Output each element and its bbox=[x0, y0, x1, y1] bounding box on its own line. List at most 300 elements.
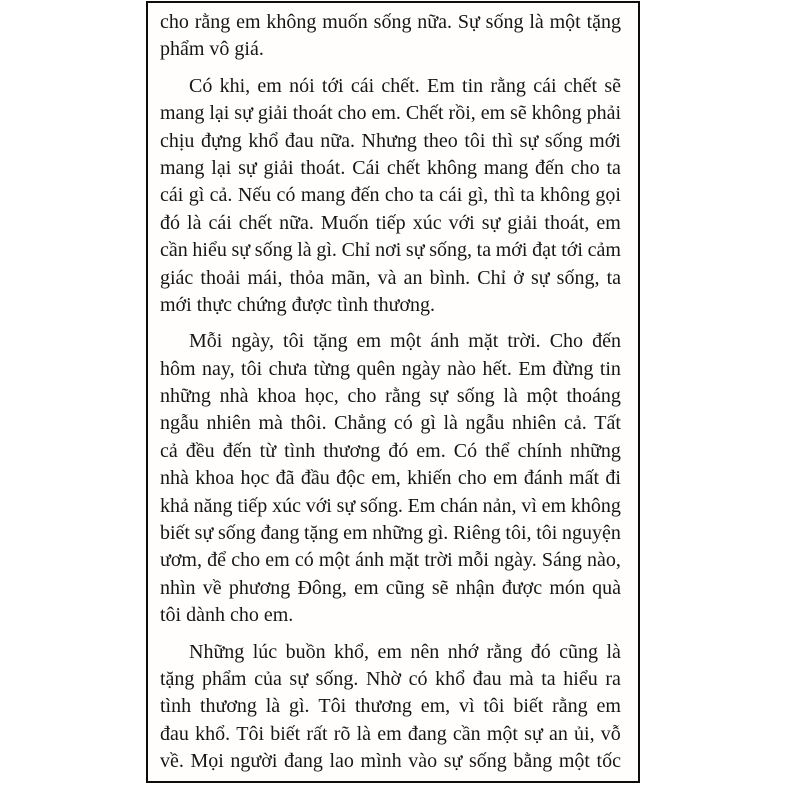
word: phải bbox=[586, 102, 621, 125]
word: những bbox=[570, 439, 621, 462]
word: cũng bbox=[385, 576, 425, 599]
text-line bbox=[160, 182, 621, 209]
word: đau bbox=[160, 722, 189, 745]
word: xúc bbox=[412, 211, 442, 234]
word: một bbox=[486, 722, 518, 745]
word: em bbox=[343, 522, 368, 545]
word: chán bbox=[440, 494, 478, 517]
word: hết. bbox=[482, 357, 512, 380]
word: an bbox=[403, 266, 423, 289]
word: sự bbox=[405, 239, 425, 262]
text-line bbox=[160, 210, 621, 237]
word: xúc bbox=[272, 494, 301, 517]
text-line bbox=[160, 639, 621, 666]
word: tiếp bbox=[375, 211, 406, 234]
word: từ bbox=[259, 439, 277, 462]
word: tới bbox=[561, 239, 583, 262]
word: rằng bbox=[194, 11, 231, 33]
word: là bbox=[606, 640, 621, 663]
word: mang bbox=[160, 156, 205, 179]
word: cần bbox=[452, 722, 481, 745]
word: cả. bbox=[563, 412, 587, 435]
word: sẽ bbox=[431, 576, 449, 599]
word: hiểu bbox=[563, 667, 598, 690]
text-line bbox=[160, 547, 621, 574]
word: theo bbox=[423, 129, 458, 152]
word: tôi bbox=[483, 695, 505, 718]
word: sự bbox=[231, 239, 251, 262]
word: lại bbox=[211, 156, 232, 179]
word: của bbox=[254, 667, 282, 690]
word: nữa. bbox=[417, 11, 453, 33]
word: nhà bbox=[160, 467, 189, 490]
word: đạt bbox=[532, 239, 557, 262]
word: khổ, bbox=[334, 640, 370, 663]
word: ta bbox=[541, 667, 556, 690]
word: Em bbox=[407, 494, 436, 517]
paragraph bbox=[160, 9, 621, 64]
word: giải bbox=[507, 211, 538, 234]
word: thôi. bbox=[290, 412, 327, 435]
word: ủi, bbox=[574, 722, 595, 745]
book-page-frame bbox=[146, 1, 640, 783]
word: đã bbox=[275, 467, 295, 490]
word: sống bbox=[468, 750, 507, 773]
word: tôi bbox=[241, 357, 263, 380]
word: thể bbox=[485, 439, 510, 462]
word: chưa bbox=[268, 357, 308, 380]
word: Cái bbox=[352, 156, 380, 179]
word: Những bbox=[189, 640, 245, 663]
word: độc bbox=[336, 467, 365, 490]
word: thỏa bbox=[289, 266, 325, 289]
word: mặt bbox=[468, 330, 499, 353]
word: sự bbox=[524, 722, 543, 745]
word: không bbox=[570, 494, 621, 517]
word: sống bbox=[373, 11, 412, 33]
word: sống bbox=[544, 129, 583, 152]
word: ươm, bbox=[160, 549, 202, 572]
text-line bbox=[160, 721, 621, 748]
word: mang bbox=[483, 156, 529, 179]
word: chịu bbox=[160, 129, 195, 152]
text-line bbox=[160, 237, 621, 264]
word: nữa. bbox=[320, 129, 356, 152]
word: khổ bbox=[435, 667, 466, 690]
text-line bbox=[160, 575, 621, 602]
word: mới bbox=[589, 129, 621, 152]
word: gọi bbox=[595, 184, 621, 207]
word: cho bbox=[457, 467, 487, 490]
text-line bbox=[160, 356, 621, 383]
word: mang bbox=[300, 184, 346, 207]
word: rằng bbox=[490, 74, 526, 97]
text-line bbox=[160, 9, 621, 36]
word: rất bbox=[306, 722, 328, 745]
word: đến bbox=[350, 184, 380, 207]
word: đau bbox=[284, 129, 314, 152]
word: nơi bbox=[375, 239, 402, 262]
word: ánh bbox=[430, 330, 460, 353]
word: chết bbox=[238, 211, 273, 234]
word: về. bbox=[160, 750, 184, 773]
word: nói bbox=[289, 74, 315, 97]
word: thương bbox=[323, 439, 381, 462]
word: bằng bbox=[513, 750, 553, 773]
word: mỗi bbox=[457, 549, 489, 572]
word: một bbox=[549, 11, 581, 33]
paragraph bbox=[160, 328, 621, 629]
word: em bbox=[356, 330, 382, 353]
word: Em bbox=[426, 74, 455, 97]
word: sự bbox=[289, 667, 309, 690]
word: đó bbox=[388, 439, 409, 462]
word: cái bbox=[439, 184, 463, 207]
word: vì bbox=[459, 695, 475, 718]
word: không bbox=[266, 11, 317, 33]
word: quên bbox=[356, 357, 396, 380]
word: nữa. bbox=[279, 211, 314, 234]
word: phương bbox=[228, 576, 291, 599]
word: sự bbox=[238, 156, 257, 179]
word: có bbox=[276, 184, 296, 207]
word: sự bbox=[194, 522, 214, 545]
word: mà bbox=[258, 412, 283, 435]
word: gì, bbox=[467, 184, 489, 207]
text-line bbox=[160, 520, 621, 547]
word: sẽ bbox=[510, 102, 527, 125]
word: cái bbox=[208, 211, 232, 234]
word: em bbox=[377, 722, 402, 745]
word: cả. bbox=[209, 184, 233, 207]
word: học, bbox=[304, 385, 339, 408]
word: sự bbox=[429, 385, 449, 408]
word: thoát bbox=[292, 102, 333, 125]
word: mình bbox=[360, 750, 402, 773]
word: tin bbox=[462, 74, 484, 97]
text-line: phẩm vô giá. bbox=[160, 38, 264, 61]
text-line bbox=[160, 493, 621, 520]
word: em bbox=[377, 640, 402, 663]
word: hiểu bbox=[192, 239, 227, 262]
word: giải bbox=[257, 102, 288, 125]
word: tôi bbox=[536, 522, 558, 545]
word: Chỉ bbox=[341, 239, 371, 262]
word: buồn bbox=[285, 640, 326, 663]
word: Có bbox=[453, 439, 478, 462]
word: từng bbox=[313, 357, 351, 380]
word: nhiên bbox=[511, 412, 557, 435]
word: lao bbox=[329, 750, 354, 773]
word: sống, bbox=[429, 239, 472, 262]
word: khiến bbox=[407, 467, 452, 490]
word: tôi, bbox=[505, 522, 532, 545]
word: sự bbox=[234, 102, 253, 125]
word: em. bbox=[416, 439, 446, 462]
word: là bbox=[187, 211, 202, 234]
text-line bbox=[160, 748, 621, 775]
word: là bbox=[356, 722, 371, 745]
word: Chỉ bbox=[477, 266, 507, 289]
word: những bbox=[160, 385, 211, 408]
word: thoát, bbox=[544, 211, 590, 234]
word: Sự bbox=[457, 11, 480, 33]
word: một bbox=[526, 385, 558, 408]
word: mới bbox=[495, 239, 528, 262]
text-line bbox=[160, 155, 621, 182]
word: quà bbox=[592, 576, 621, 599]
word: lại bbox=[209, 102, 230, 125]
word: nào bbox=[447, 357, 476, 380]
word: hôm bbox=[160, 357, 196, 380]
word: Nhưng bbox=[361, 129, 417, 152]
word: đến bbox=[535, 156, 564, 179]
text-line: tôi dành cho em. bbox=[160, 604, 294, 627]
word: giải bbox=[263, 156, 294, 179]
word: nhiên bbox=[206, 412, 251, 435]
word: tốc bbox=[596, 750, 621, 773]
word: chết. bbox=[381, 74, 420, 97]
word: tin bbox=[599, 357, 621, 380]
word: ngẫu bbox=[465, 412, 505, 435]
word: cho bbox=[570, 156, 600, 179]
word: đang bbox=[260, 522, 300, 545]
word: em bbox=[236, 11, 261, 33]
word: Chết bbox=[405, 102, 444, 125]
word: là bbox=[529, 11, 544, 33]
word: tình bbox=[284, 439, 316, 462]
word: một bbox=[558, 750, 590, 773]
word: cảm bbox=[587, 239, 621, 262]
word: phẩm bbox=[202, 667, 247, 690]
word: đầu bbox=[300, 467, 330, 490]
word: tặng bbox=[586, 11, 621, 33]
text-line bbox=[160, 265, 621, 292]
word: Cho bbox=[549, 330, 584, 353]
word: là bbox=[443, 412, 458, 435]
word: mãn, bbox=[331, 266, 371, 289]
word: ta bbox=[476, 239, 492, 262]
word: em bbox=[493, 467, 518, 490]
text-line bbox=[160, 693, 621, 720]
word: cho bbox=[337, 102, 367, 125]
word: khi, bbox=[219, 74, 251, 97]
word: em bbox=[354, 576, 379, 599]
word: đánh bbox=[523, 467, 563, 490]
word: thoát. bbox=[300, 156, 346, 179]
word: cho bbox=[160, 11, 189, 33]
word: ở bbox=[513, 266, 524, 289]
word: nhớ bbox=[447, 640, 479, 663]
word: Muốn bbox=[320, 211, 369, 234]
word: thương bbox=[354, 695, 412, 718]
word: năng bbox=[193, 494, 233, 517]
text-line bbox=[160, 73, 621, 100]
word: em bbox=[541, 494, 567, 517]
word: sống bbox=[217, 522, 256, 545]
word: rõ bbox=[333, 722, 351, 745]
word: gì. bbox=[316, 239, 337, 262]
word: và bbox=[377, 266, 397, 289]
word: tặng bbox=[160, 667, 195, 690]
word: thoải bbox=[200, 266, 241, 289]
word: sẽ bbox=[604, 74, 621, 97]
word: mà bbox=[509, 667, 534, 690]
word: an bbox=[548, 722, 568, 745]
word: cái bbox=[350, 74, 375, 97]
word: Riêng bbox=[452, 522, 501, 545]
word: có bbox=[294, 549, 314, 572]
word: em, bbox=[420, 695, 451, 718]
word: đến bbox=[592, 330, 621, 353]
word: không bbox=[531, 102, 582, 125]
word: tới bbox=[321, 74, 344, 97]
word: Mọi bbox=[190, 750, 224, 773]
word: rằng bbox=[385, 385, 421, 408]
word: gì. bbox=[427, 522, 449, 545]
word: đều bbox=[185, 439, 215, 462]
word: đó bbox=[530, 640, 551, 663]
paragraph bbox=[160, 639, 621, 776]
word: đựng bbox=[200, 129, 242, 152]
word: Đông, bbox=[297, 576, 347, 599]
word: tiếp bbox=[237, 494, 268, 517]
word: cái bbox=[533, 74, 557, 97]
text-line bbox=[160, 410, 621, 437]
word: học bbox=[240, 467, 270, 490]
word: Tôi bbox=[318, 695, 347, 718]
word: tôi bbox=[283, 330, 305, 353]
word: Sáng bbox=[541, 549, 582, 572]
text-line bbox=[160, 100, 621, 127]
word: nản, bbox=[482, 494, 517, 517]
text-line bbox=[160, 328, 621, 355]
text-line bbox=[160, 128, 621, 155]
word: ta bbox=[520, 184, 535, 207]
word: chết bbox=[386, 156, 421, 179]
word: ngày bbox=[401, 357, 441, 380]
word: rồi, bbox=[448, 102, 476, 125]
word: mang bbox=[160, 102, 205, 125]
word: em, bbox=[371, 467, 401, 490]
word: ta bbox=[419, 184, 434, 207]
word: trời. bbox=[507, 330, 541, 353]
word: khổ bbox=[248, 129, 279, 152]
word: muốn bbox=[322, 11, 368, 33]
text-line bbox=[160, 438, 621, 465]
text-line bbox=[160, 383, 621, 410]
paragraph bbox=[160, 73, 621, 320]
word: sự bbox=[336, 494, 356, 517]
word: rằng bbox=[552, 695, 588, 718]
word: gì bbox=[188, 184, 205, 207]
word: ánh bbox=[355, 549, 385, 572]
word: đang bbox=[284, 750, 323, 773]
word: đang bbox=[407, 722, 447, 745]
word: ta bbox=[606, 156, 621, 179]
word: để bbox=[207, 549, 227, 572]
word: Nhờ bbox=[366, 667, 402, 690]
word: sống, bbox=[556, 266, 600, 289]
word: cho bbox=[347, 385, 377, 408]
word: được bbox=[501, 576, 543, 599]
word: em bbox=[480, 102, 506, 125]
word: gì bbox=[420, 412, 436, 435]
text-line bbox=[160, 465, 621, 492]
word: nhìn bbox=[160, 576, 196, 599]
word: một bbox=[390, 330, 422, 353]
word: ngày. bbox=[494, 549, 537, 572]
word: món bbox=[549, 576, 585, 599]
word: không bbox=[426, 156, 477, 179]
word: về bbox=[202, 576, 222, 599]
word: tình bbox=[160, 695, 192, 718]
word: chết bbox=[563, 74, 598, 97]
word: chính bbox=[517, 439, 563, 462]
word: khoa bbox=[195, 467, 235, 490]
word: nhà bbox=[219, 385, 249, 408]
word: thương bbox=[199, 695, 257, 718]
word: nào, bbox=[587, 549, 621, 572]
word: những bbox=[372, 522, 424, 545]
word: vì bbox=[521, 494, 537, 517]
word: người bbox=[230, 750, 278, 773]
word: mái, bbox=[247, 266, 283, 289]
word: Em bbox=[518, 357, 547, 380]
word: với bbox=[448, 211, 475, 234]
word: ra bbox=[605, 667, 621, 690]
text-line bbox=[160, 666, 621, 693]
word: sống. bbox=[315, 667, 359, 690]
word: Chẳng bbox=[334, 412, 387, 435]
word: là bbox=[503, 385, 518, 408]
word: nên bbox=[410, 640, 440, 663]
word: đi bbox=[605, 467, 621, 490]
word: sự bbox=[481, 211, 501, 234]
word: biết bbox=[270, 722, 301, 745]
word: là bbox=[297, 239, 312, 262]
word: Mỗi bbox=[189, 330, 223, 353]
word: Tất bbox=[594, 412, 621, 435]
word: đó bbox=[160, 211, 180, 234]
word: vào bbox=[408, 750, 438, 773]
word: em bbox=[596, 211, 621, 234]
word: có bbox=[408, 667, 428, 690]
text-line: mới thực chứng được tình thương. bbox=[160, 293, 436, 316]
word: mặt bbox=[389, 549, 420, 572]
word: em bbox=[596, 695, 621, 718]
word: sự bbox=[519, 129, 539, 152]
word: cả bbox=[160, 439, 178, 462]
word: nay, bbox=[202, 357, 235, 380]
word: Tôi bbox=[236, 722, 265, 745]
word: cũng bbox=[559, 640, 599, 663]
word: khổ. bbox=[195, 722, 231, 745]
word: thì bbox=[492, 129, 514, 152]
word: rằng bbox=[486, 640, 523, 663]
word: sự bbox=[530, 266, 550, 289]
word: cho bbox=[231, 549, 261, 572]
word: biết bbox=[513, 695, 544, 718]
word: một bbox=[318, 549, 350, 572]
word: em. bbox=[371, 102, 401, 125]
word: Nếu bbox=[237, 184, 272, 207]
word: mất bbox=[569, 467, 600, 490]
word: khoa bbox=[257, 385, 297, 408]
word: đến bbox=[222, 439, 252, 462]
word: với bbox=[305, 494, 332, 517]
word: em bbox=[257, 74, 282, 97]
